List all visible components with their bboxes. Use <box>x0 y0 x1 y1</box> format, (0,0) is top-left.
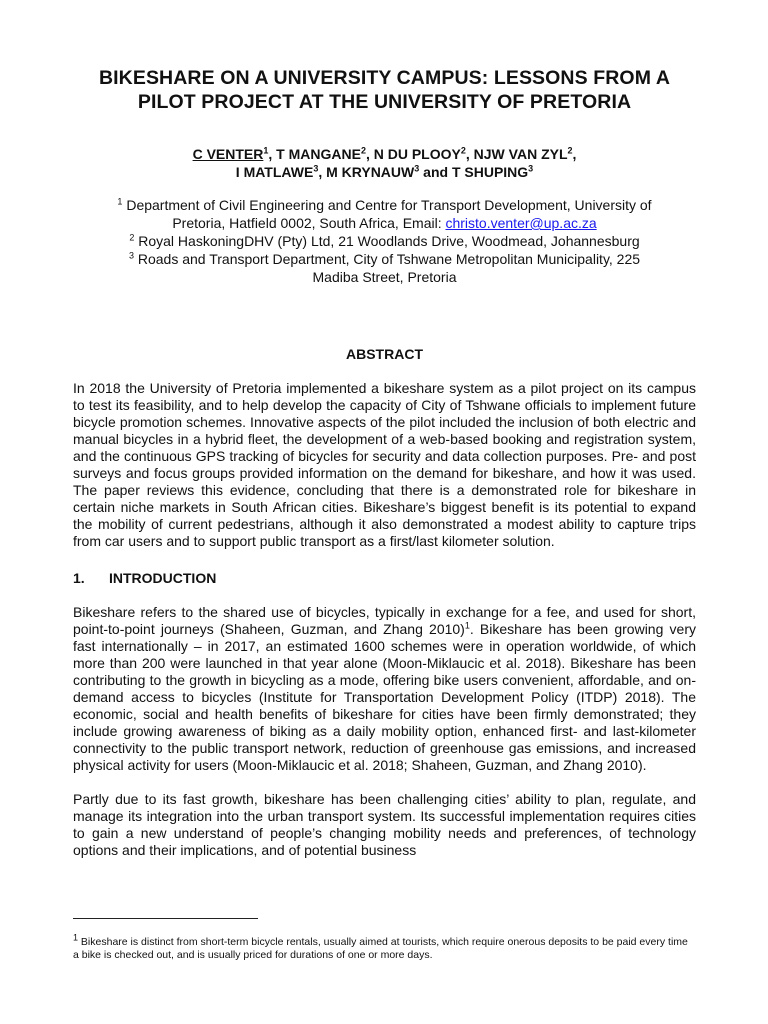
author-name: M KRYNAUW <box>326 164 415 180</box>
abstract-paragraph: In 2018 the University of Pretoria implemented a bikeshare system as a pilot project on its campus to test its feasibility, and to help develop the capacity of City of Tshwane officials to implement future bicycle promotion schemes. Innovative aspects of the pilot included the inclusion of both electric and manual bicycles in a hybrid fleet, the development of a web-based booking and registration system, and the continuous GPS tracking of bicycles for security and data collection purposes. Pre- and post surveys and focus groups provided information on the demand for bikeshare, and how it was used. The paper reviews this evidence, concluding that there is a demonstrated role for bikeshare in certain niche markets in South African cities. Bikeshare’s biggest benefit is its potential to expand the mobility of current pedestrians, although it also demonstrated a modest ability to capture trips from car users and to support public transport as a first/last kilometer solution. <box>73 380 696 549</box>
footnote-text: Bikeshare is distinct from short-term bicycle rentals, usually aimed at tourists, which require onerous deposits to be paid every time a bike is checked out, and is usually priced for durations of one or more days. <box>73 935 688 961</box>
affiliation-text: Department of Civil Engineering and Centre for Transport Development, University of <box>122 197 652 213</box>
author-list <box>73 145 696 181</box>
title-line-1: BIKESHARE ON A UNIVERSITY CAMPUS: LESSONS FROM A <box>98 67 671 89</box>
author-affil-sup: 3 <box>414 163 420 174</box>
paragraph-text: . Bikeshare has been growing very fast internationally – in 2017, an estimated 1600 schemes were in operation worldwide, of which more than 200 were launched in that year alone (Moon-Miklaucic et al. 2018). Bikeshare has been contributing to the growth in bicycling as a mode, offering bike users convenient, affordable, and on-demand access to bicycles (Institute for Transportation Development Policy (ITDP) 2018). The economic, social and health benefits of bikeshare for cities have been firmly demonstrated; they include growing awareness of biking as a daily mobility option, enhanced first- and last-kilometer connectivity to the public transport network, reduction of greenhouse gas emissions, and increased physical activity for users (Moon-Miklaucic et al. 2018; Shaheen, Guzman, and Zhang 2010). <box>73 621 696 773</box>
abstract-heading: ABSTRACT <box>346 346 423 362</box>
author-sep: , <box>465 146 474 162</box>
author-name: T SHUPING <box>451 164 529 180</box>
author-name: T MANGANE <box>276 146 361 162</box>
author-name: NJW VAN ZYL <box>473 146 568 162</box>
affiliation-text: Madiba Street, Pretoria <box>312 269 457 285</box>
intro-paragraph-1 <box>73 604 696 774</box>
footnote-ref[interactable]: 1 <box>464 620 470 631</box>
author-name: C VENTER <box>192 146 264 162</box>
author-affil-sup: 2 <box>360 145 366 156</box>
email-link[interactable]: christo.venter@up.ac.za <box>445 215 597 231</box>
section-title: INTRODUCTION <box>109 570 217 586</box>
author-sep: , <box>318 164 327 180</box>
affiliation-3 <box>73 250 696 286</box>
author-sep: , <box>268 146 277 162</box>
affiliations <box>73 196 696 286</box>
author-name: I MATLAWE <box>235 164 314 180</box>
author-affil-sup: 2 <box>567 145 573 156</box>
author-and: and <box>419 164 452 180</box>
affiliation-1 <box>73 196 696 232</box>
footnote-divider <box>73 918 258 919</box>
author-name: N DU PLOOY <box>373 146 461 162</box>
author-sep: , <box>365 146 374 162</box>
intro-paragraph-2: Partly due to its fast growth, bikeshare has been challenging cities’ ability to plan, regulate, and manage its integration into the urban transport system. Its successful implementation requires cities to gain a new understand of people’s changing mobility needs and preferences, of technology options and their implications, and of potential business <box>73 791 696 858</box>
section-heading <box>73 569 696 587</box>
affiliation-text: Roads and Transport Department, City of Tshwane Metropolitan Municipality, 225 <box>133 251 641 267</box>
footnote-marker: 1 <box>73 932 79 942</box>
section-number: 1. <box>73 570 85 586</box>
affiliation-text: Royal HaskoningDHV (Pty) Ltd, 21 Woodlands Drive, Woodmead, Johannesburg <box>134 233 640 249</box>
paragraph-text: Bikeshare refers to the shared use of bicycles, typically in exchange for a fee, and used for short, point-to-point journeys (Shaheen, Guzman, and Zhang 2010) <box>73 604 696 637</box>
title-line-2: PILOT PROJECT AT THE UNIVERSITY OF PRETORIA <box>137 91 632 113</box>
footnote <box>73 932 696 962</box>
author-affil-sup: 2 <box>460 145 466 156</box>
affiliation-sup: 3 <box>128 250 134 261</box>
author-affil-sup: 1 <box>263 145 269 156</box>
author-affil-sup: 3 <box>528 163 534 174</box>
author-sep: , <box>572 146 577 162</box>
affiliation-sup: 1 <box>117 196 123 207</box>
affiliation-2 <box>73 232 696 250</box>
paper-title <box>73 66 696 114</box>
affiliation-sup: 2 <box>129 232 135 243</box>
affiliation-text: Pretoria, Hatfield 0002, South Africa, Email: <box>172 215 446 231</box>
author-affil-sup: 3 <box>313 163 319 174</box>
